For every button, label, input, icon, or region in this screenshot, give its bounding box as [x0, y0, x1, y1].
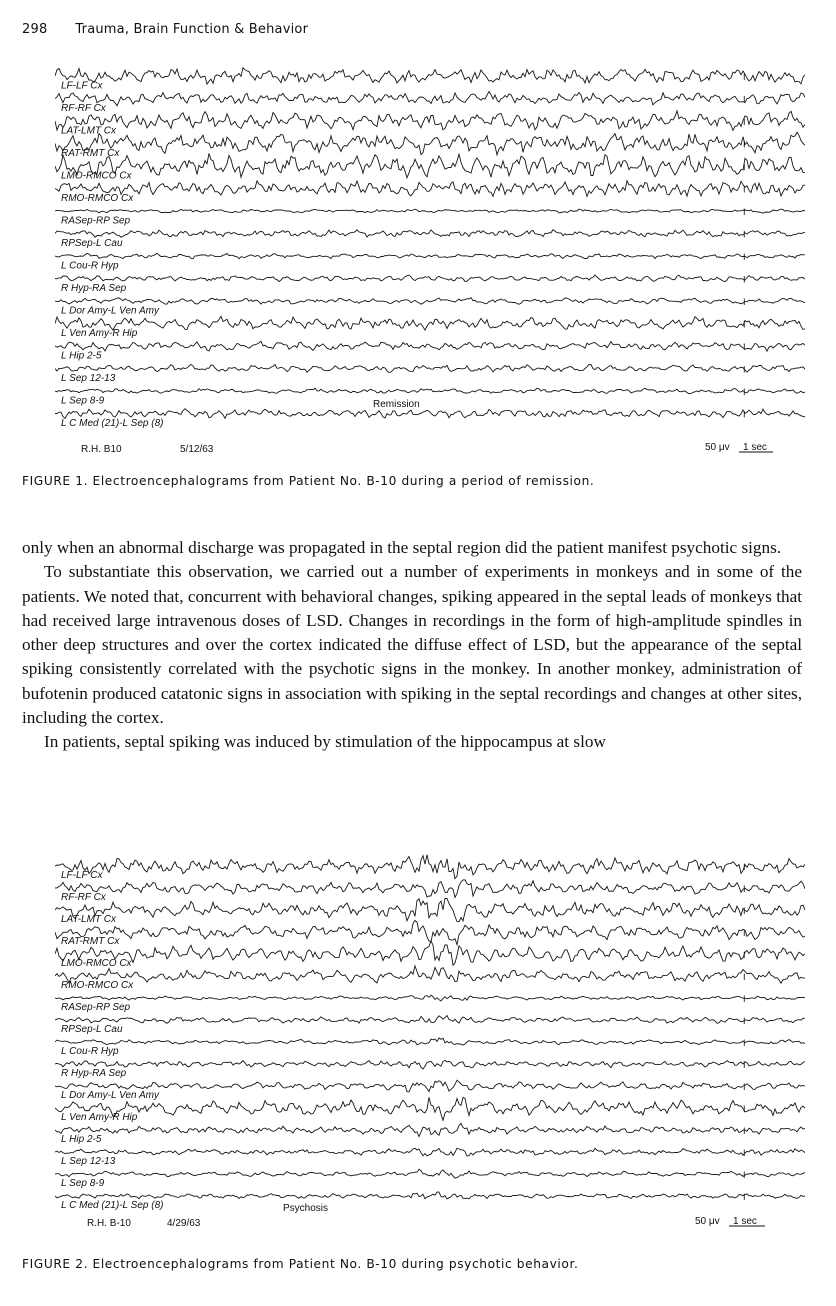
channel-label: LF-LF Cx [61, 870, 103, 882]
calibration-mark: I [743, 906, 746, 916]
calibration-mark: I [743, 207, 746, 217]
eeg-trace [55, 153, 805, 177]
calibration-mark: I [743, 117, 746, 127]
eeg-trace [55, 181, 805, 197]
calibration-mark: I [743, 862, 746, 872]
channel-label: R Hyp-RA Sep [61, 282, 127, 294]
calibration-mark: I [743, 409, 746, 420]
eeg-trace [55, 966, 805, 983]
channel-label: R Hyp-RA Sep [61, 1068, 127, 1080]
eeg-trace [55, 275, 805, 282]
channel-label: RASep-RP Sep [61, 1002, 131, 1014]
calibration-mark: I [743, 928, 746, 938]
eeg-trace [55, 1148, 805, 1156]
figure-2-patient: R.H. B-10 [87, 1218, 131, 1229]
channel-label: L Sep 8-9 [61, 1178, 105, 1190]
calibration-mark: I [743, 139, 746, 150]
figure-2-caption: FIGURE 2. Electroencephalograms from Patient No. B-10 during psychotic behavior. [22, 1257, 579, 1271]
calibration-mark: I [743, 387, 746, 397]
eeg-trace [55, 1038, 805, 1045]
channel-label: LAT-LMT Cx [61, 125, 117, 137]
eeg-trace [55, 1080, 805, 1092]
channel-label: RPSep-L Cau [61, 237, 123, 249]
calibration-mark: I [743, 1126, 746, 1136]
channel-label: L Cou-R Hyp [61, 260, 119, 272]
calibration-mark: I [743, 1060, 746, 1070]
eeg-trace [55, 880, 805, 898]
body-text [22, 536, 802, 755]
eeg-trace [55, 253, 805, 259]
figure-1-eeg-traces [55, 60, 805, 460]
channel-label: RMO-RMCO Cx [61, 980, 134, 992]
figure-2 [55, 852, 805, 1237]
channel-label: L Ven Amy-R Hip [61, 327, 138, 339]
eeg-trace [55, 364, 805, 372]
eeg-trace [55, 132, 805, 155]
channel-label: L Hip 2-5 [61, 350, 102, 362]
channel-label: LMO-RMCO Cx [61, 958, 132, 970]
channel-label: LAT-LMT Cx [61, 914, 117, 926]
eeg-trace [55, 92, 805, 106]
eeg-trace [55, 1169, 805, 1178]
channel-label: L Dor Amy-L Ven Amy [61, 1090, 159, 1102]
figure-1-condition: Remission [373, 399, 420, 410]
figure-2-condition: Psychosis [283, 1203, 329, 1214]
channel-label: L Sep 12-13 [61, 1156, 116, 1168]
channel-label: RAT-RMT Cx [61, 147, 120, 159]
running-head [22, 22, 308, 37]
figure-2-time: 1 sec [733, 1216, 757, 1227]
figure-2-eeg-traces [55, 852, 805, 1237]
channel-label: L Ven Amy-R Hip [61, 1112, 138, 1124]
body-paragraph-2: To substantiate this observation, we carried out a number of experiments in monkeys and in some of the patients. We noted that, concurrent with behavioral changes, spiking appeared in the septal leads of monkeys that had received large intravenous doses of LSD. Changes in recordings in the form of high-amplitude spindles in other deep structures and over the cortex indicated the diffuse effect of LSD, but the appearance of the septal spiking consistently correlated with the psychotic signs in the monkey. In another monkey, administration of bufotenin produced catatonic signs in association with spiking in the septal recordings and changes at other sites, including the cortex. [22, 562, 802, 728]
channel-label: L C Med (21)-L Sep (8) [61, 417, 164, 429]
calibration-mark: I [743, 364, 746, 375]
eeg-trace [55, 298, 805, 305]
calibration-mark: I [743, 1170, 746, 1180]
figure-1 [55, 60, 805, 460]
calibration-mark: I [743, 342, 746, 352]
figure-1-caption: FIGURE 1. Electroencephalograms from Patient No. B-10 during a period of remission. [22, 474, 595, 488]
channel-label: RF-RF Cx [61, 892, 106, 904]
body-paragraph-3: In patients, septal spiking was induced by stimulation of the hippocampus at slow [44, 732, 606, 752]
eeg-trace [55, 1192, 805, 1199]
eeg-trace [55, 68, 805, 84]
calibration-mark: I [743, 1192, 746, 1202]
eeg-trace [55, 1060, 805, 1069]
figure-1-patient: R.H. B10 [81, 444, 122, 455]
channel-label: LF-LF Cx [61, 80, 103, 92]
eeg-trace [55, 111, 805, 131]
calibration-mark: I [743, 162, 746, 172]
figure-1-scale: 50 μv [705, 442, 730, 453]
eeg-trace [55, 899, 805, 922]
eeg-trace [55, 1097, 805, 1120]
eeg-trace [55, 388, 805, 394]
calibration-mark: I [743, 972, 746, 982]
calibration-mark: I [743, 950, 746, 960]
page-number: 298 [22, 22, 48, 37]
calibration-mark: I [743, 297, 746, 307]
eeg-trace [55, 1016, 805, 1024]
calibration-mark: I [743, 229, 746, 240]
calibration-mark: I [743, 319, 746, 330]
channel-label: L Cou-R Hyp [61, 1046, 119, 1058]
figure-1-date: 5/12/63 [180, 444, 214, 455]
calibration-mark: I [743, 1038, 746, 1048]
eeg-trace [55, 316, 805, 330]
figure-2-date: 4/29/63 [167, 1218, 201, 1229]
channel-label: LMO-RMCO Cx [61, 170, 132, 182]
channel-label: L Dor Amy-L Ven Amy [61, 305, 159, 317]
figure-2-scale: 50 μv [695, 1216, 720, 1227]
channel-label: L Sep 12-13 [61, 372, 116, 384]
eeg-trace [55, 920, 805, 944]
eeg-trace [55, 1123, 805, 1136]
channel-label: L Sep 8-9 [61, 395, 105, 407]
calibration-mark: I [743, 1082, 746, 1092]
channel-label: RF-RF Cx [61, 102, 106, 114]
calibration-mark: I [743, 994, 746, 1004]
calibration-mark: I [743, 72, 746, 82]
calibration-mark: I [743, 1148, 746, 1158]
eeg-trace [55, 409, 805, 419]
eeg-trace [55, 230, 805, 238]
calibration-mark: I [743, 274, 746, 285]
eeg-trace [55, 341, 805, 351]
channel-label: RAT-RMT Cx [61, 936, 120, 948]
eeg-trace [55, 941, 805, 965]
channel-label: L C Med (21)-L Sep (8) [61, 1200, 164, 1212]
channel-label: L Hip 2-5 [61, 1134, 102, 1146]
calibration-mark: I [743, 1016, 746, 1026]
eeg-trace [55, 209, 805, 213]
calibration-mark: I [743, 884, 746, 894]
figure-1-time: 1 sec [743, 442, 767, 453]
body-paragraph-1: only when an abnormal discharge was propagated in the septal region did the patient manifest psychotic signs. [22, 538, 782, 557]
eeg-trace [55, 995, 805, 1001]
channel-label: RMO-RMCO Cx [61, 192, 134, 204]
channel-label: RASep-RP Sep [61, 215, 131, 227]
calibration-mark: I [743, 1104, 746, 1114]
running-title: Trauma, Brain Function & Behavior [75, 22, 309, 37]
calibration-mark: I [743, 184, 746, 195]
eeg-trace [55, 855, 805, 882]
channel-label: RPSep-L Cau [61, 1024, 123, 1036]
calibration-mark: I [743, 94, 746, 105]
calibration-mark: I [743, 252, 746, 262]
